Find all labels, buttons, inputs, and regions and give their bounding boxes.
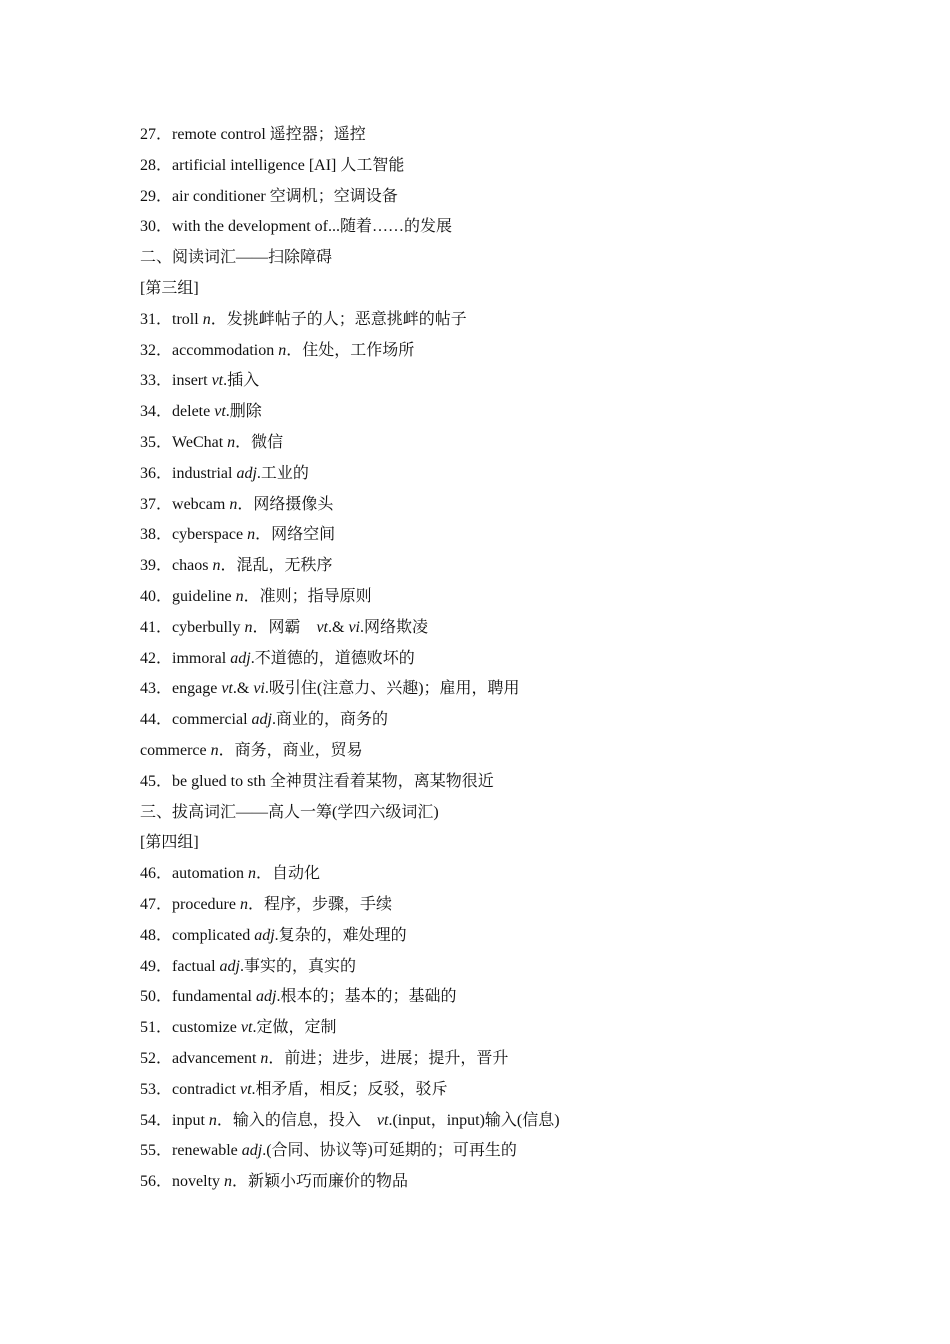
entry-number: 30． [140, 218, 173, 236]
vocab-entry [140, 397, 860, 428]
entry-text: delete [172, 403, 215, 421]
entry-number: 50． [140, 988, 173, 1006]
entry-text: .网络欺凌 [360, 618, 429, 636]
vocab-entry [140, 182, 860, 213]
entry-number: 41． [140, 618, 173, 636]
entry-text: ．混乱，无秩序 [220, 557, 333, 575]
part-of-speech: n [208, 1111, 217, 1129]
part-of-speech: n [212, 557, 221, 575]
entry-number: 31． [140, 310, 173, 328]
section-heading [140, 274, 860, 305]
part-of-speech: n [235, 587, 244, 605]
entry-number: 46． [140, 865, 173, 883]
vocab-entry [140, 212, 860, 243]
part-of-speech: vt [316, 618, 328, 636]
entry-text: input [172, 1111, 209, 1129]
entry-text: .(合同、协议等)可延期的；可再生的 [262, 1142, 517, 1160]
part-of-speech: adj [241, 1142, 263, 1160]
part-of-speech: n [202, 310, 211, 328]
entry-text: customize [172, 1019, 241, 1037]
vocab-entry [140, 613, 860, 644]
entry-text: .事实的，真实的 [240, 957, 357, 975]
entry-text: .删除 [225, 403, 262, 421]
vocab-entry [140, 982, 860, 1013]
entry-text: insert [172, 372, 212, 390]
part-of-speech: adj [255, 988, 277, 1006]
part-of-speech: n [239, 895, 248, 913]
heading-text: 二、阅读词汇——扫除障碍 [140, 249, 333, 267]
entry-text: remote control 遥控器；遥控 [172, 126, 366, 143]
vocab-entry [140, 120, 860, 151]
vocab-entry [140, 520, 860, 551]
entry-text: cyberbully [172, 618, 245, 636]
entry-text: engage [172, 680, 222, 698]
entry-number: 56． [140, 1173, 173, 1191]
entry-number: 37． [140, 495, 173, 513]
entry-number: 40． [140, 587, 173, 605]
entry-number: 53． [140, 1080, 173, 1098]
entry-number: 45． [140, 772, 173, 790]
vocab-entry [140, 644, 860, 675]
entry-number: 39． [140, 557, 173, 575]
vocab-entry [140, 1136, 860, 1167]
entry-number: 29． [140, 187, 173, 205]
entry-text: ．自动化 [256, 865, 321, 883]
entry-text: chaos [172, 557, 213, 575]
entry-text: with the development of...随着……的发展 [172, 218, 452, 236]
entry-text: accommodation [172, 341, 279, 359]
entry-text: ．前进；进步，进展；提升，晋升 [268, 1049, 509, 1067]
entry-text: .(input，input)输入(信息) [388, 1111, 560, 1129]
entry-text: .不道德的，道德败坏的 [250, 649, 415, 667]
entry-text: complicated [172, 926, 255, 944]
entry-number: 55． [140, 1142, 173, 1160]
vocab-entry [140, 952, 860, 983]
vocab-entry [140, 366, 860, 397]
entry-number: 27． [140, 126, 173, 143]
vocab-entry [140, 705, 860, 736]
entry-text: ．新颖小巧而廉价的物品 [232, 1173, 409, 1191]
vocab-entry [140, 1044, 860, 1075]
vocab-entry [140, 459, 860, 490]
entry-text: ．网霸 [252, 618, 317, 636]
entry-text: cyberspace [172, 526, 248, 544]
part-of-speech: adj [254, 926, 275, 944]
entry-text: ．发挑衅帖子的人；恶意挑衅的帖子 [210, 310, 467, 328]
heading-text: 三、拔高词汇——高人一筹(学四六级词汇) [140, 803, 439, 821]
entry-text: ．网络空间 [255, 526, 336, 544]
entry-text: webcam [172, 495, 230, 513]
part-of-speech: vt [239, 1080, 252, 1098]
entry-number: 36． [140, 464, 173, 482]
part-of-speech: n [278, 341, 287, 359]
part-of-speech: n [260, 1049, 269, 1067]
part-of-speech: n [224, 1173, 233, 1191]
heading-text: [第四组] [140, 834, 199, 852]
entry-text: .定做，定制 [252, 1019, 337, 1037]
part-of-speech: adj [236, 464, 257, 482]
entry-text: ．准则；指导原则 [243, 587, 372, 605]
part-of-speech: adj [251, 711, 272, 729]
part-of-speech: vt [211, 372, 224, 390]
entry-text: ．微信 [235, 433, 284, 451]
entry-number: 49． [140, 957, 173, 975]
vocab-entry [140, 767, 860, 798]
entry-text: commerce [140, 741, 211, 759]
part-of-speech: vt [221, 680, 233, 698]
vocab-entry [140, 890, 860, 921]
vocab-entry [140, 305, 860, 336]
entry-text: factual [172, 957, 220, 975]
heading-text: [第三组] [140, 279, 199, 297]
section-heading [140, 243, 860, 274]
entry-number: 47． [140, 895, 173, 913]
entry-text: contradict [172, 1080, 240, 1098]
entry-text: .& [328, 618, 349, 636]
entry-text: commercial [172, 711, 252, 729]
entry-text: .相矛盾，相反；反驳，驳斥 [251, 1080, 448, 1098]
part-of-speech: n [244, 618, 253, 636]
part-of-speech: adj [219, 957, 240, 975]
entry-number: 44． [140, 711, 173, 729]
vocab-entry [140, 1106, 860, 1137]
entry-number: 54． [140, 1111, 173, 1129]
entry-number: 28． [140, 156, 173, 174]
vocab-entry [140, 490, 860, 521]
entry-text: advancement [172, 1049, 261, 1067]
part-of-speech: vi [253, 680, 265, 698]
entry-number: 48． [140, 926, 173, 944]
entry-number: 52． [140, 1049, 173, 1067]
part-of-speech: vt [214, 403, 226, 421]
vocab-entry [140, 1167, 860, 1198]
entry-text: novelty [172, 1173, 225, 1191]
entry-text: procedure [172, 895, 240, 913]
section-heading [140, 798, 860, 829]
entry-text: .插入 [223, 372, 260, 390]
entry-text: .工业的 [256, 464, 309, 482]
vocab-entry [140, 859, 860, 890]
entry-text: fundamental [172, 988, 256, 1006]
part-of-speech: vt [240, 1019, 253, 1037]
vocabulary-list [140, 120, 860, 1198]
vocab-entry [140, 1013, 860, 1044]
section-heading [140, 828, 860, 859]
part-of-speech: n [248, 865, 256, 883]
entry-text: automation [172, 865, 248, 883]
vocab-entry [140, 151, 860, 182]
entry-text: .根本的；基本的；基础的 [276, 988, 457, 1006]
entry-text: ．商务，商业，贸易 [218, 741, 363, 759]
part-of-speech: vi [348, 618, 360, 636]
part-of-speech: n [247, 526, 256, 544]
vocab-entry [140, 674, 860, 705]
entry-text: be glued to sth 全神贯注看着某物，离某物很近 [172, 772, 494, 790]
vocab-entry [140, 1075, 860, 1106]
entry-text: ．输入的信息，投入 [216, 1111, 377, 1129]
entry-number: 32． [140, 341, 173, 359]
entry-text: renewable [172, 1142, 242, 1160]
part-of-speech: n [210, 741, 219, 759]
entry-number: 51． [140, 1019, 173, 1037]
part-of-speech: adj [230, 649, 251, 667]
entry-text: guideline [172, 587, 236, 605]
entry-number: 42． [140, 649, 173, 667]
entry-number: 34． [140, 403, 173, 421]
vocab-entry [140, 582, 860, 613]
entry-text: .& [232, 680, 254, 698]
entry-text: artificial intelligence [AI] 人工智能 [172, 156, 405, 174]
vocab-entry [140, 551, 860, 582]
vocab-entry [140, 736, 860, 767]
entry-text: ．住处，工作场所 [286, 341, 415, 359]
entry-text: air conditioner 空调机；空调设备 [172, 187, 398, 205]
part-of-speech: n [229, 495, 238, 513]
entry-text: immoral [172, 649, 231, 667]
entry-text: .复杂的，难处理的 [274, 926, 407, 944]
entry-number: 38． [140, 526, 173, 544]
entry-number: 35． [140, 433, 173, 451]
vocab-entry [140, 428, 860, 459]
entry-text: ．程序，步骤，手续 [247, 895, 392, 913]
entry-text: industrial [172, 464, 237, 482]
vocab-entry [140, 921, 860, 952]
entry-number: 33． [140, 372, 173, 390]
entry-text: WeChat [172, 433, 228, 451]
entry-number: 43． [140, 680, 173, 698]
entry-text: troll [172, 310, 203, 328]
entry-text: ．网络摄像头 [237, 495, 334, 513]
entry-text: .商业的，商务的 [271, 711, 388, 729]
entry-text: .吸引住(注意力、兴趣)；雇用，聘用 [264, 680, 520, 698]
vocab-entry [140, 336, 860, 367]
part-of-speech: n [227, 433, 236, 451]
part-of-speech: vt [376, 1111, 389, 1129]
